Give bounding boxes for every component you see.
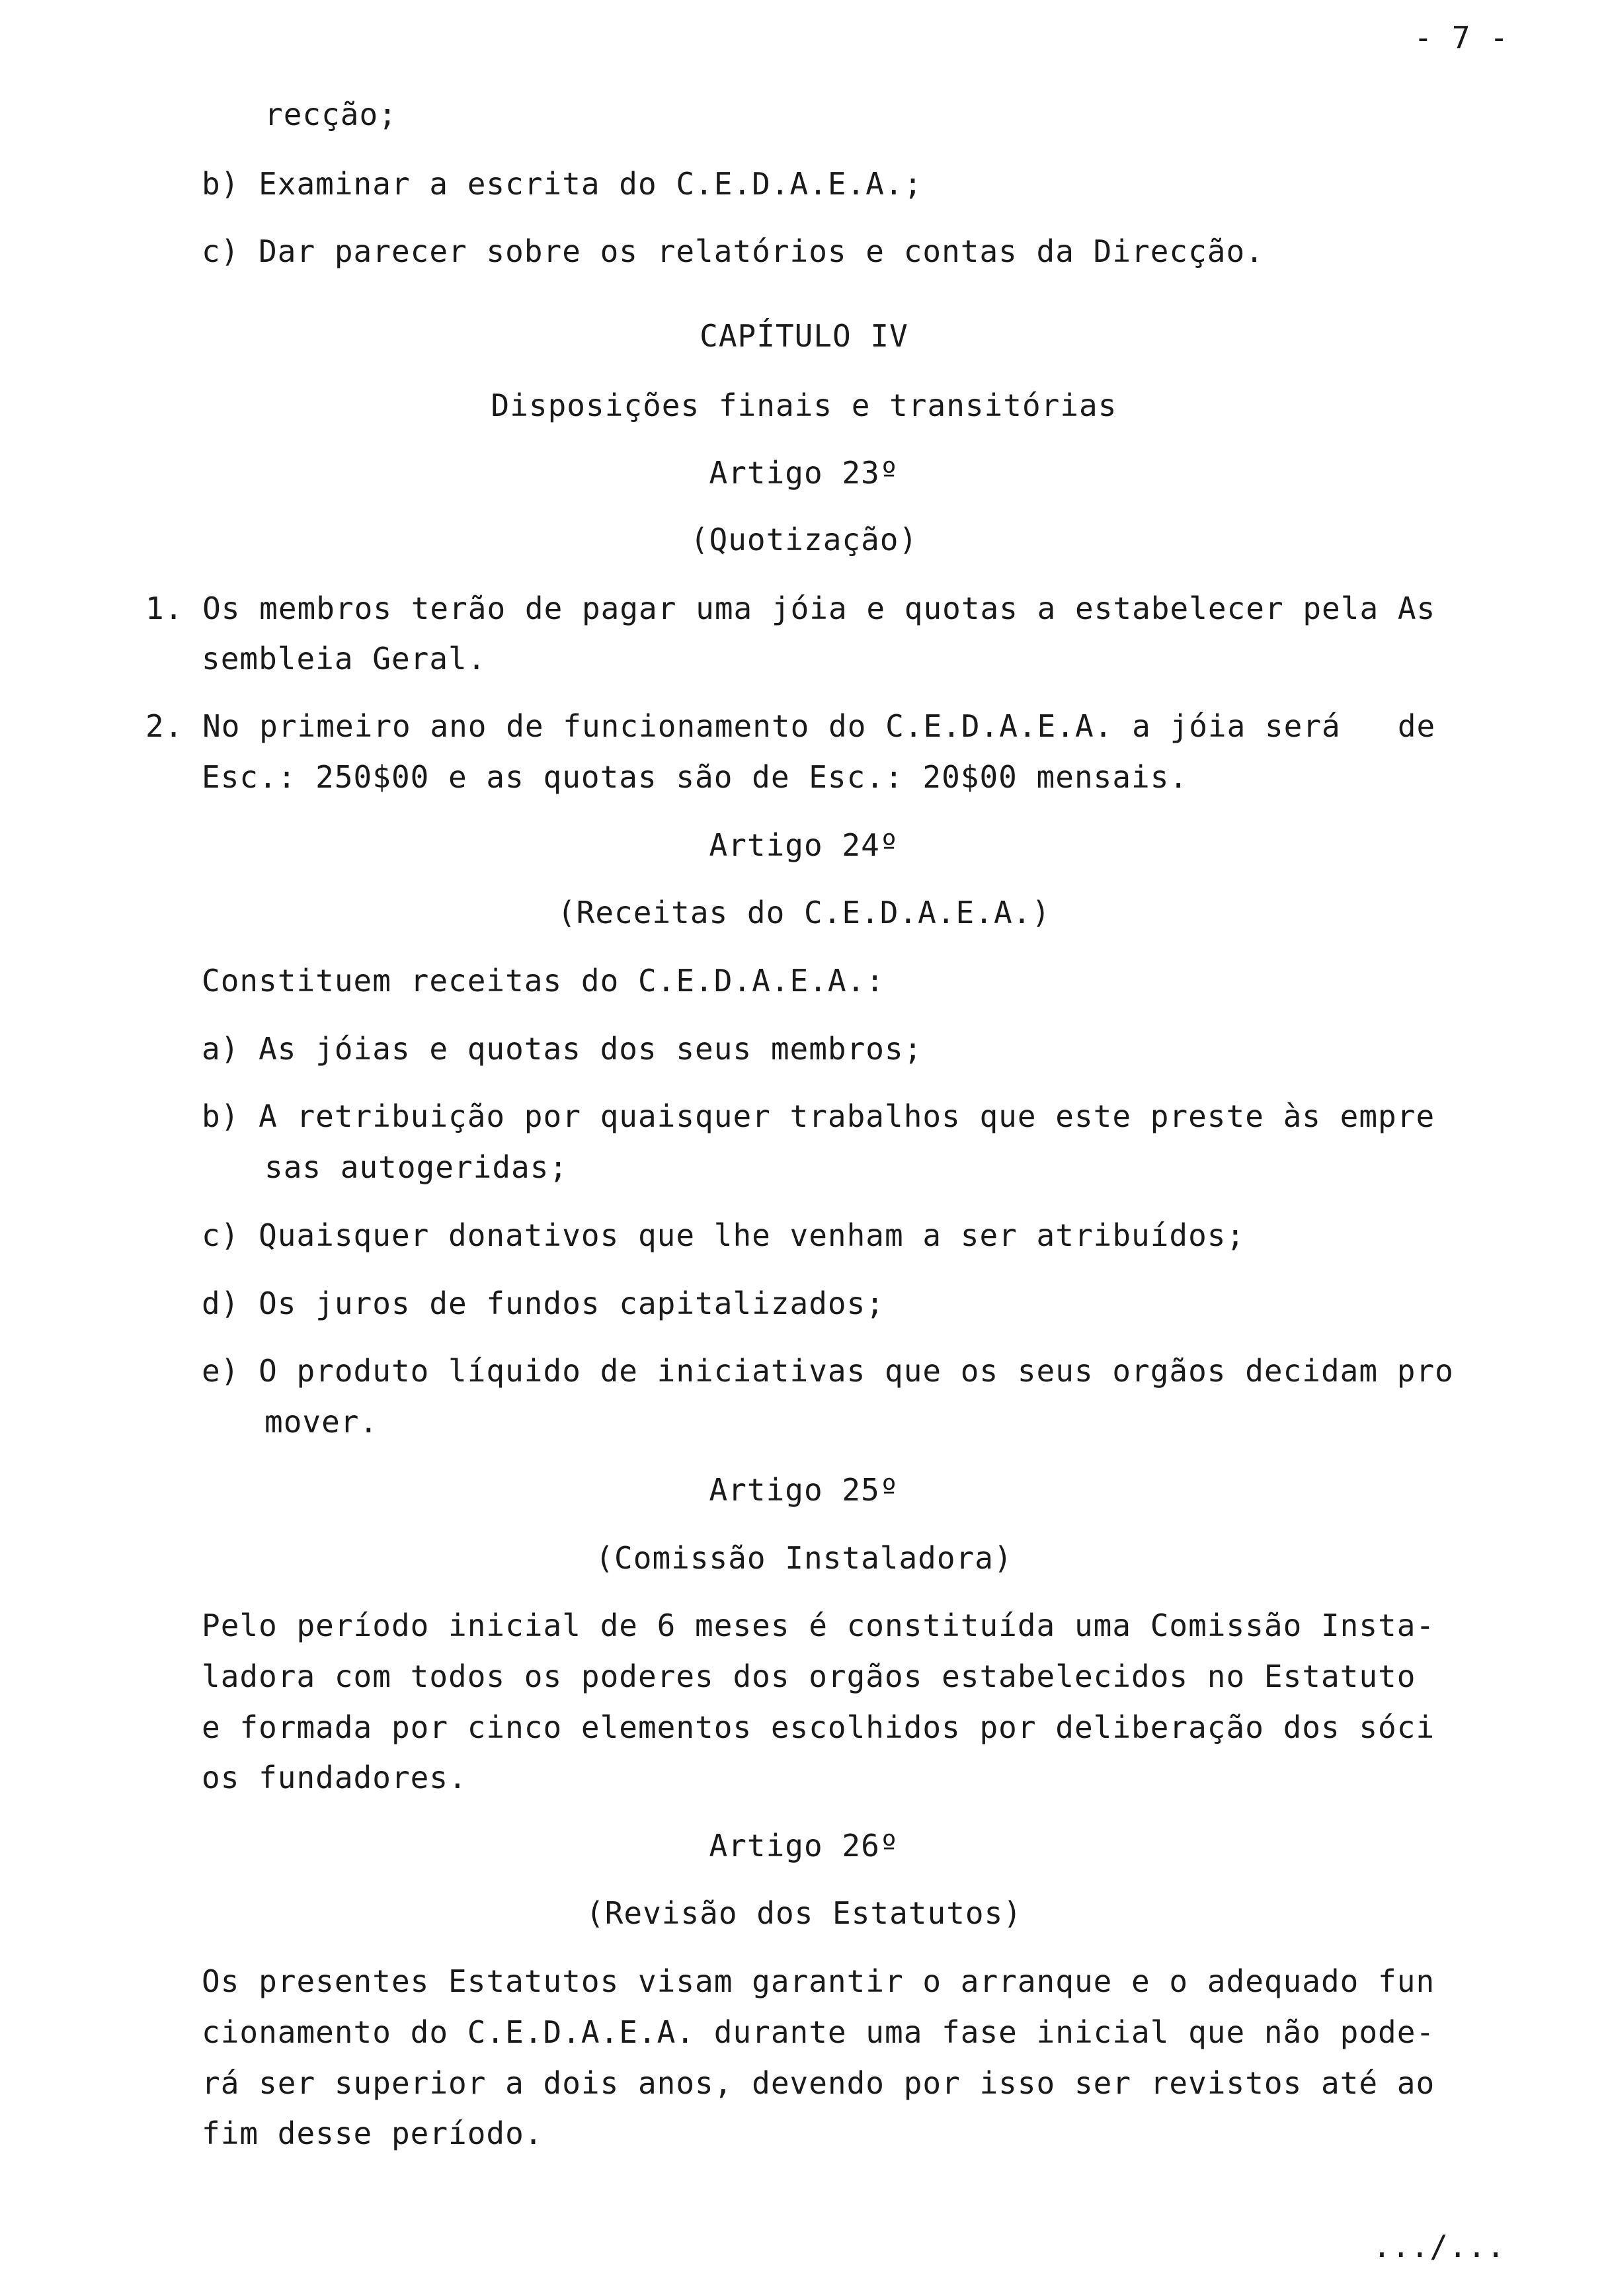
list-item-b-examinar: b) Examinar a escrita do C.E.D.A.E.A.; (202, 166, 923, 202)
article-23-paragraph-2: 2. No primeiro ano de funcionamento do C.E.D.A.E.A. a jóia será de (145, 708, 1436, 744)
article-23-paragraph-2-cont: Esc.: 250$00 e as quotas são de Esc.: 20$00 mensais. (202, 759, 1189, 795)
article-26-line-3: rá ser superior a dois anos, devendo por isso ser revistos até ao (202, 2065, 1435, 2101)
article-26-title: (Revisão dos Estatutos) (586, 1895, 1022, 1931)
article-24-title: (Receitas do C.E.D.A.E.A.) (557, 895, 1051, 930)
list-item-b-retribuicao-cont: sas autogeridas; (264, 1149, 569, 1185)
list-item-d-juros: d) Os juros de fundos capitalizados; (202, 1286, 885, 1321)
article-25-line-2: ladora com todos os poderes dos orgãos estabelecidos no Estatuto (202, 1659, 1416, 1694)
article-26-line-4: fim desse período. (202, 2115, 543, 2151)
continuation-marker: .../... (1373, 2229, 1506, 2264)
article-23-paragraph-1-cont: sembleia Geral. (202, 641, 487, 676)
article-23-paragraph-1: 1. Os membros terão de pagar uma jóia e quotas a estabelecer pela As (145, 591, 1436, 626)
list-item-a-joias: a) As jóias e quotas dos seus membros; (202, 1031, 923, 1067)
article-25-line-4: os fundadores. (202, 1760, 467, 1795)
list-item-c-donativos: c) Quaisquer donativos que lhe venham a ser atribuídos; (202, 1217, 1246, 1253)
chapter-subtitle: Disposições finais e transitórias (491, 388, 1117, 423)
article-25-line-3: e formada por cinco elementos escolhidos por deliberação dos sóci (202, 1709, 1435, 1745)
article-26-heading: Artigo 26º (709, 1828, 899, 1864)
article-24-intro: Constituem receitas do C.E.D.A.E.A.: (202, 963, 885, 999)
list-item-e-produto: e) O produto líquido de iniciativas que os seus orgãos decidam pro (202, 1353, 1454, 1389)
article-25-heading: Artigo 25º (709, 1472, 899, 1508)
text-line-recção: recção; (264, 97, 397, 132)
article-24-heading: Artigo 24º (709, 827, 899, 863)
article-25-title: (Comissão Instaladora) (595, 1540, 1013, 1576)
list-item-c-parecer: c) Dar parecer sobre os relatórios e contas da Direcção. (202, 233, 1264, 269)
article-26-line-1: Os presentes Estatutos visam garantir o arranque e o adequado fun (202, 1963, 1435, 1999)
page-number: - 7 - (1414, 20, 1509, 56)
chapter-heading: CAPÍTULO IV (700, 318, 908, 354)
list-item-b-retribuicao: b) A retribuição por quaisquer trabalhos que este preste às empre (202, 1098, 1435, 1134)
article-23-heading: Artigo 23º (709, 455, 899, 491)
article-26-line-2: cionamento do C.E.D.A.E.A. durante uma fase inicial que não pode- (202, 2014, 1435, 2050)
article-23-title: (Quotização) (690, 522, 918, 557)
list-item-e-produto-cont: mover. (264, 1404, 379, 1440)
article-25-line-1: Pelo período inicial de 6 meses é constituída uma Comissão Insta- (202, 1608, 1435, 1643)
